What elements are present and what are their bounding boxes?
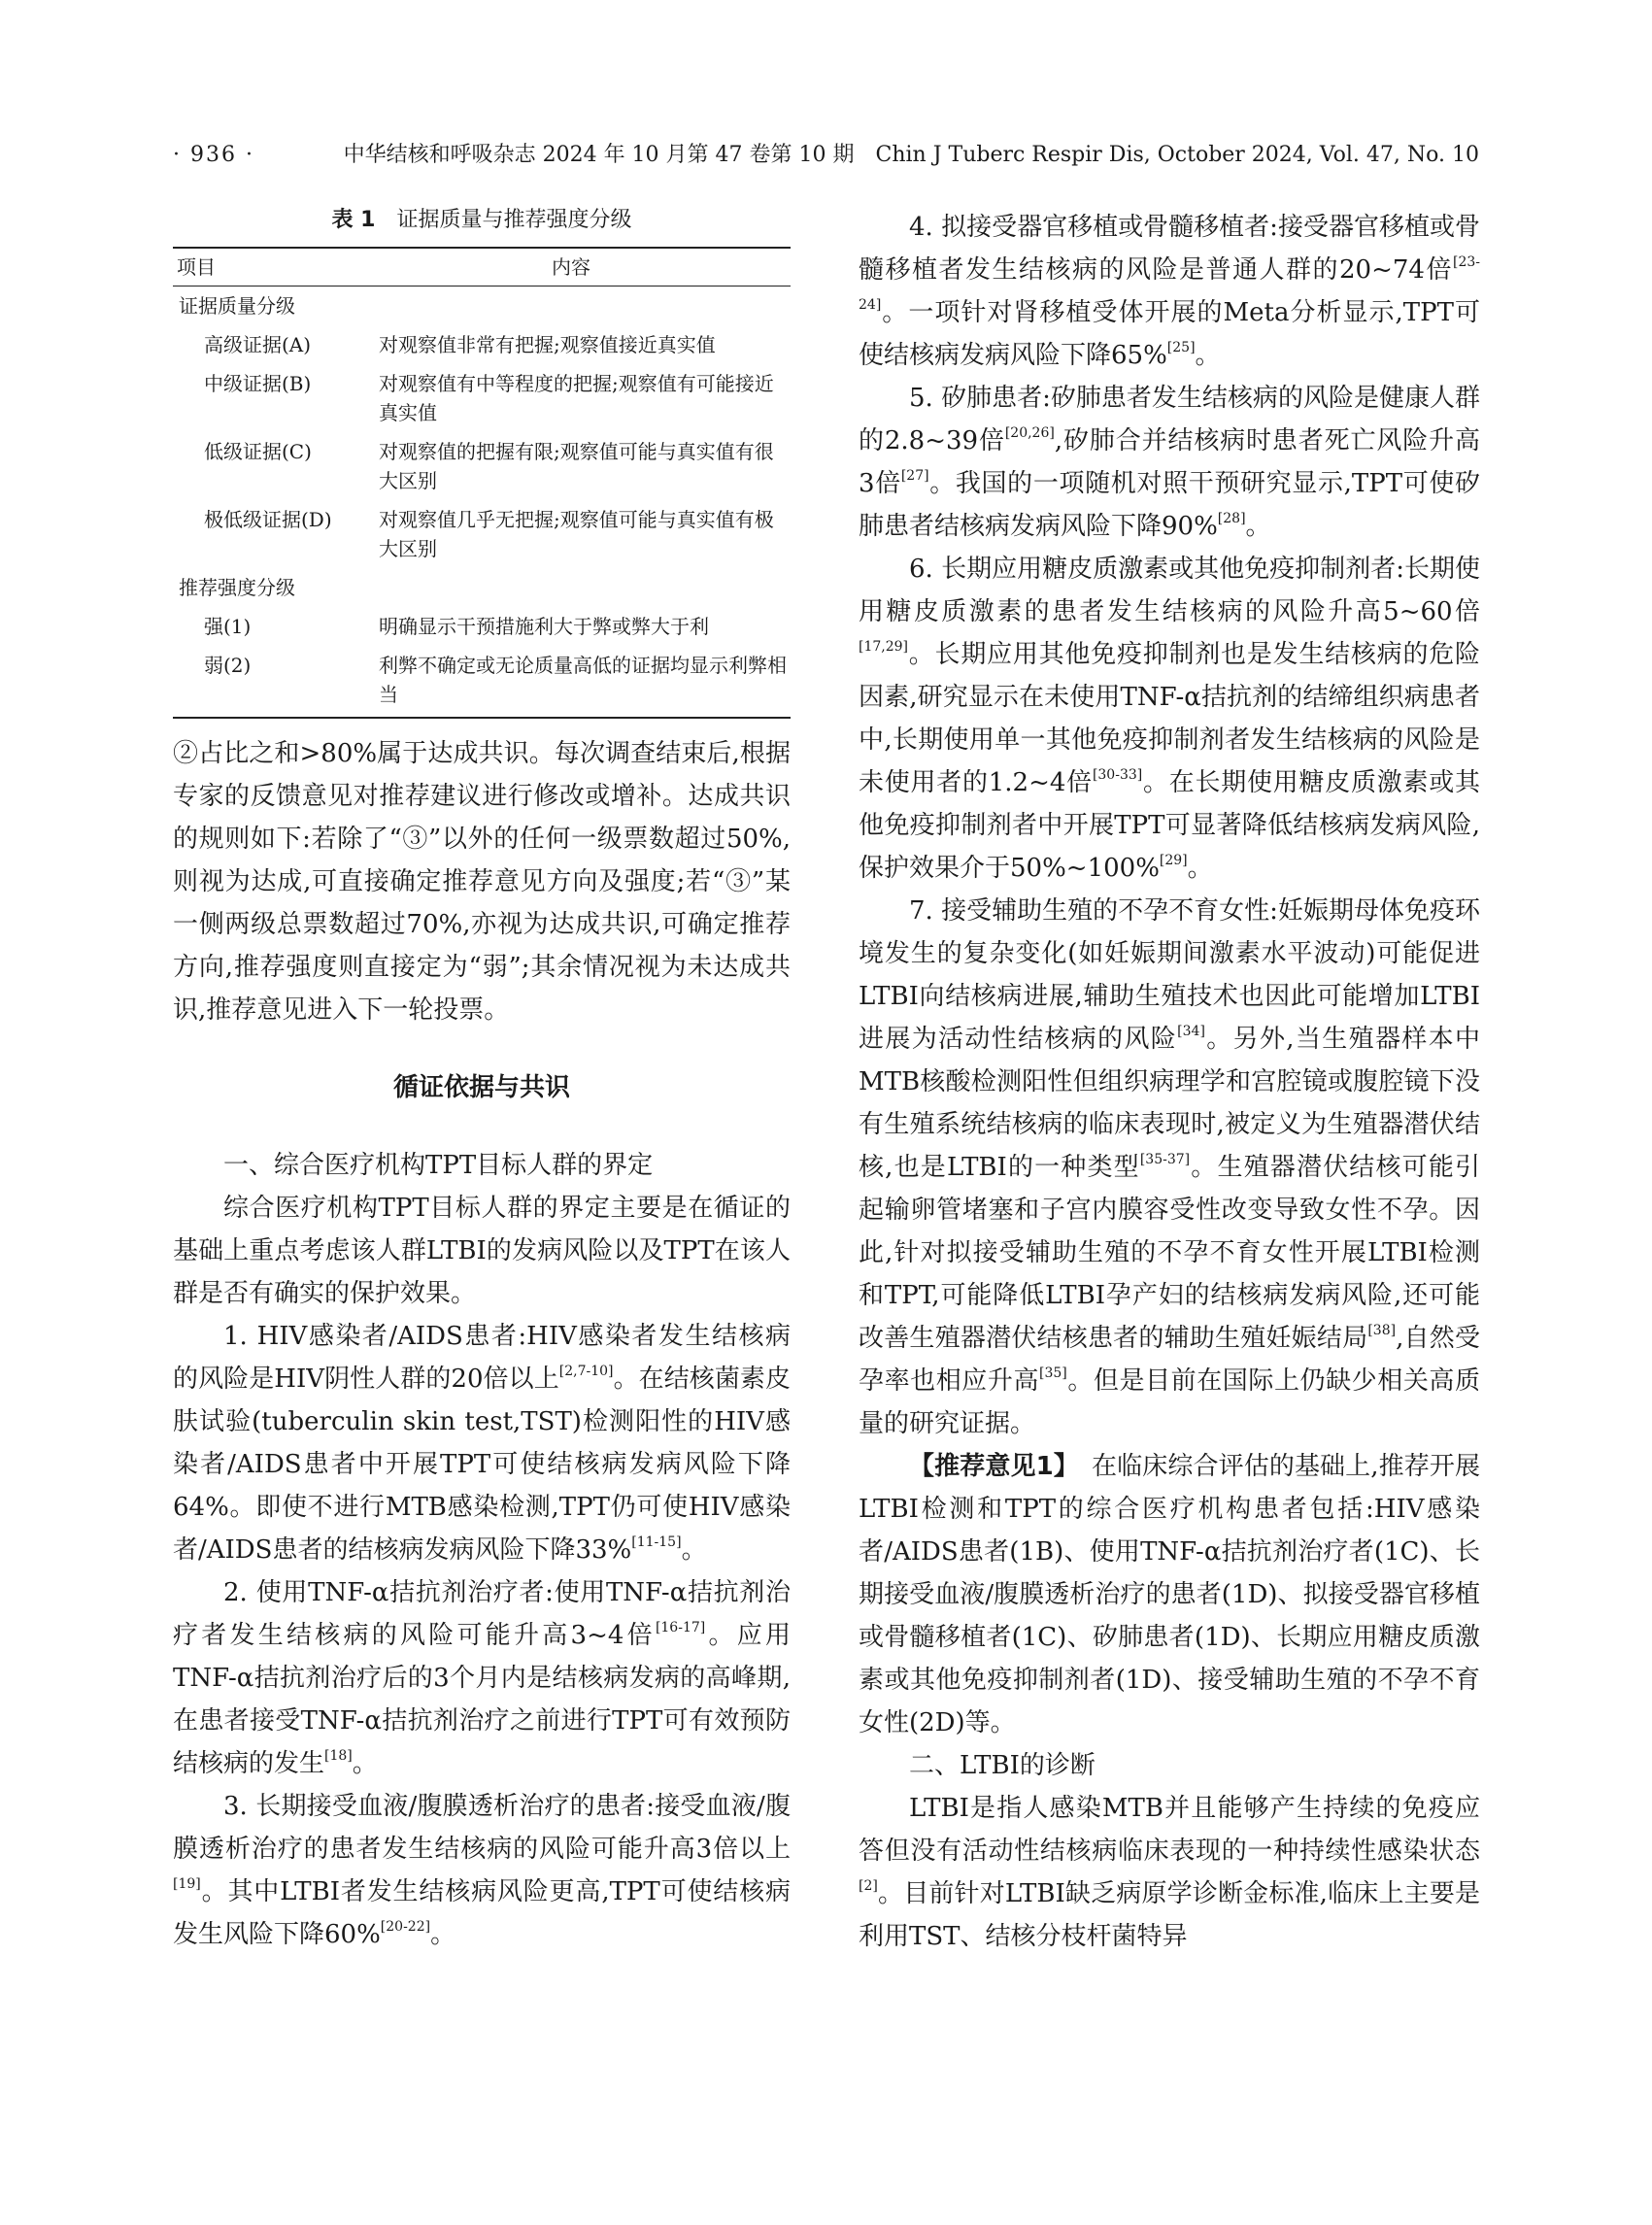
item-hiv: 1. HIV感染者/AIDS患者:HIV感染者发生结核病的风险是HIV阴性人群的20倍以上[2,7-10]。在结核菌素皮肤试验(tuberculin skin test,TST)检测阳性的HIV感染者/AIDS患者中开展TPT可使结核病发病风险下降64%。即使不进行MTB感染检测,TPT仍可使HIV感染者/AIDS患者的结核病发病风险下降33%[11-15]。 <box>173 1322 791 1565</box>
item-immunosuppressant: 6. 长期应用糖皮质激素或其他免疫抑制剂者:长期使用糖皮质激素的患者发生结核病的风险升高5~60倍[17,29]。长期应用其他免疫抑制剂也是发生结核病的危险因素,研究显示在未使用TNF-α拮抗剂的结缔组织病患者中,长期使用单一其他免疫抑制剂者发生结核病的风险是未使用者的1.2~4倍[30-33]。在长期使用糖皮质激素或其他免疫抑制剂者中开展TPT可显著降低结核病发病风险,保护效果介于50%~100%[29]。 <box>859 555 1480 883</box>
section-heading: 循证依据与共识 <box>392 1073 570 1102</box>
table-header-row <box>173 248 791 287</box>
table-row: 中级证据(B) 对观察值有中等程度的把握;观察值有可能接近真实值 <box>204 372 774 424</box>
consensus-paragraph: ②占比之和>80%属于达成共识。每次调查结束后,根据专家的反馈意见对推荐建议进行修改或增补。达成共识的规则如下:若除了“③”以外的任何一级票数超过50%,则视为达成,可直接确定推荐意见方向及强度;若“③”某一侧两级总票数超过70%,亦视为达成共识,可确定推荐方向,推荐强度则直接定为“弱”;其余情况视为未达成共识,推荐意见进入下一轮投票。 <box>173 739 791 1025</box>
item-silicosis: 5. 矽肺患者:矽肺患者发生结核病的风险是健康人群的2.8~39倍[20,26],矽肺合并结核病时患者死亡风险升高3倍[27]。我国的一项随机对照干预研究显示,TPT可使矽肺患者结核病发病风险下降90%[28]。 <box>859 384 1481 541</box>
table-label: 表 1 <box>331 208 376 232</box>
item-dialysis: 3. 长期接受血液/腹膜透析治疗的患者:接受血液/腹膜透析治疗的患者发生结核病的风险可能升高3倍以上[19]。其中LTBI者发生结核病风险更高,TPT可使结核病发生风险下降60%[20-22]。 <box>173 1792 791 1949</box>
table-section-row: 证据质量分级 <box>179 294 295 318</box>
item-transplant: 4. 拟接受器官移植或骨髓移植者:接受器官移植或骨髓移植者发生结核病的风险是普通人群的20~74倍[23-24]。一项针对肾移植受体开展的Meta分析显示,TPT可使结核病发病风险下降65%[25]。 <box>859 213 1480 370</box>
col-header-item: 项目 <box>173 248 352 287</box>
table-row: 低级证据(C) 对观察值的把握有限;观察值可能与真实值有很大区别 <box>204 440 774 492</box>
recommendation-label: 【推荐意见1】 <box>909 1452 1066 1481</box>
table-caption <box>173 206 791 235</box>
item-assisted-reproduction: 7. 接受辅助生殖的不孕不育女性:妊娠期母体免疫环境发生的复杂变化(如妊娠期间激素水平波动)可能促进LTBI向结核病进展,辅助生殖技术也因此可能增加LTBI进展为活动性结核病的风险[34]。另外,当生殖器样本中MTB核酸检测阳性但组织病理学和宫腔镜或腹腔镜下没有生殖系统结核病的临床表现时,被定义为生殖器潜伏结核,也是LTBI的一种类型[35-37]。生殖器潜伏结核可能引起输卵管堵塞和子宫内膜容受性改变导致女性不孕。因此,针对拟接受辅助生殖的不孕不育女性开展LTBI检测和TPT,可能降低LTBI孕产妇的结核病发病风险,还可能改善生殖器潜伏结核患者的辅助生殖妊娠结局[38],自然受孕率也相应升高[35]。但是目前在国际上仍缺少相关高质量的研究证据。 <box>859 896 1480 1438</box>
intro-paragraph: 综合医疗机构TPT目标人群的界定主要是在循证的基础上重点考虑该人群LTBI的发病风险以及TPT在该人群是否有确实的保护效果。 <box>173 1194 791 1308</box>
table-row: 极低级证据(D) 对观察值几乎无把握;观察值可能与真实值有极大区别 <box>204 508 774 560</box>
table-row: 强(1) 明确显示干预措施利大于弊或弊大于利 <box>204 615 709 638</box>
page-number: · 936 · <box>173 143 254 167</box>
right-column <box>859 206 1480 1958</box>
table-title: 证据质量与推荐强度分级 <box>396 208 632 232</box>
item-tnf: 2. 使用TNF-α拮抗剂治疗者:使用TNF-α拮抗剂治疗者发生结核病的风险可能升高3~4倍[16-17]。应用TNF-α拮抗剂治疗后的3个月内是结核病发病的高峰期,在患者接受TNF-α拮抗剂治疗之前进行TPT可有效预防结核病的发生[18]。 <box>173 1578 791 1778</box>
table-row: 高级证据(A) 对观察值非常有把握;观察值接近真实值 <box>204 333 716 356</box>
table-row: 弱(2) 利弊不确定或无论质量高低的证据均显示利弊相当 <box>173 646 791 718</box>
journal-citation: 中华结核和呼吸杂志 2024 年 10 月第 47 卷第 10 期 Chin J Tuberc Respir Dis, October 2024, Vol. 47, No. 10 <box>343 143 1479 167</box>
evidence-grade-table <box>173 247 791 719</box>
table-section-row: 推荐强度分级 <box>179 576 295 599</box>
page-header <box>173 136 1479 175</box>
recommendation-1: 【推荐意见1】 在临床综合评估的基础上,推荐开展LTBI检测和TPT的综合医疗机构患者包括:HIV感染者/AIDS患者(1B)、使用TNF-α拮抗剂治疗者(1C)、长期接受血液/腹膜透析治疗的患者(1D)、拟接受器官移植或骨髓移植者(1C)、矽肺患者(1D)、长期应用糖皮质激素或其他免疫抑制剂者(1D)、接受辅助生殖的不孕不育女性(2D)等。 <box>859 1452 1481 1737</box>
subheading-ltbi-diagnosis: 二、LTBI的诊断 <box>909 1751 1096 1780</box>
col-header-content: 内容 <box>352 248 791 287</box>
subheading-target-population: 一、综合医疗机构TPT目标人群的界定 <box>223 1151 654 1180</box>
ltbi-paragraph: LTBI是指人感染MTB并且能够产生持续的免疫应答但没有活动性结核病临床表现的一种持续性感染状态[2]。目前针对LTBI缺乏病原学诊断金标准,临床上主要是利用TST、结核分枝杆菌特异 <box>859 1794 1480 1951</box>
left-column <box>173 206 791 1956</box>
